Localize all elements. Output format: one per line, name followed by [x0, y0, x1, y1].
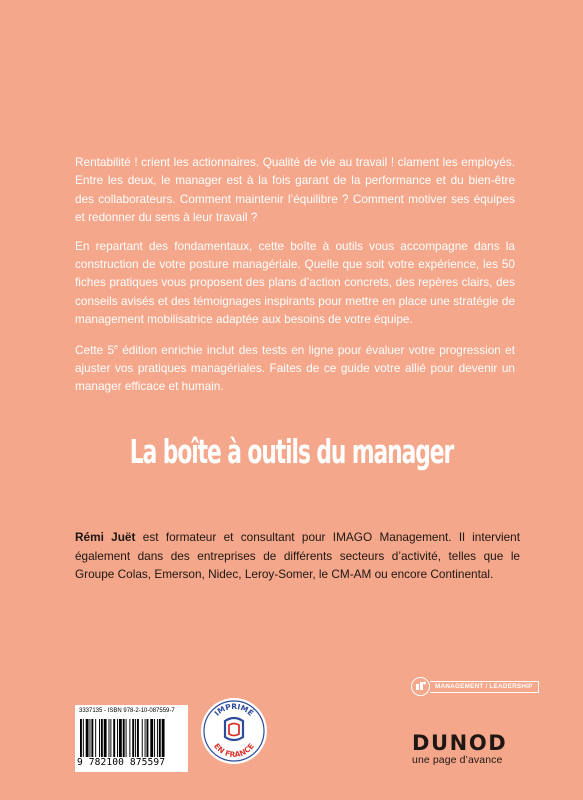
barcode-bars [80, 719, 184, 757]
barcode-bar [159, 719, 161, 757]
barcode-bar [137, 719, 139, 757]
collection-logo-icon [411, 677, 430, 696]
barcode-bar [86, 719, 89, 757]
barcode-number: 9 782100 875597 [77, 757, 166, 768]
barcode-bar [104, 719, 107, 757]
barcode-bar [119, 719, 122, 757]
blurb-paragraph-2: En repartant des fondamentaux, cette boîte à outils vous accompagne dans la construction de votre posture managériale. Quelle que soit votre expérience, les 50 fiches pratiques vous proposent des plans d’action concrets, des repères clairs, des conseils avisés et des témoignages inspirants pour mettre en place une stratégie de management mobilisatrice adaptée aux besoins de votre équipe. [75, 238, 515, 327]
barcode-bar [129, 719, 130, 757]
author-bio-text: est formateur et consultant pour IMAGO Management. Il intervient également dans des entreprises de différents secteurs d’activité, telles que le Groupe Colas, Emerson, Nidec, Leroy-Somer, le CM-AM ou encore Continental. [75, 530, 521, 581]
barcode-bar [135, 719, 136, 757]
barcode-bar [90, 719, 91, 757]
barcode [75, 705, 188, 772]
book-title: La boîte à outils du manager [129, 432, 454, 471]
barcode-bar [80, 719, 82, 757]
author-bio [75, 528, 520, 584]
barcode-bar [117, 719, 118, 757]
seal-top-text: IMPRIMÉ [212, 701, 256, 718]
blurb-paragraph-1: Rentabilité ! crient les actionnaires. Qualité de vie au travail ! clament les employés. Entre les deux, le manager est à la fois garant de la performance et du bien-être des collaborateurs. Comment maintenir l’équilibre ? Comment motiver ses équipes et redonner du sens à leur travail ? [75, 155, 515, 225]
back-cover-blurb [75, 153, 515, 406]
barcode-bar [132, 719, 134, 757]
barcode-bar [123, 719, 125, 757]
blurb-paragraph-3 [75, 339, 515, 396]
barcode-bar [147, 719, 149, 757]
barcode-bar [154, 719, 155, 757]
barcode-bar [95, 719, 96, 757]
seal-bottom-text: EN FRANCE [212, 741, 256, 760]
publisher-logo [412, 733, 512, 767]
barcode-bar [142, 719, 143, 757]
publisher-name: DUNOD [412, 731, 508, 755]
barcode-bar [109, 719, 110, 757]
isbn-line: 3337135 - ISBN 978-2-10-087559-7 [79, 708, 175, 714]
blurb-p3-superscript: e [114, 343, 118, 351]
collection-label: MANAGEMENT / LEADERSHIP [430, 681, 539, 693]
barcode-bar [113, 719, 115, 757]
barcode-bar [91, 719, 93, 757]
barcode-bar [99, 719, 100, 757]
collection-badge [411, 677, 539, 696]
barcode-bar [150, 719, 153, 757]
blurb-p3-end: édition enrichie inclut des tests en ligne pour évaluer votre progression et ajuster vos pratiques managériales. Faites de ce guide votre allié pour devenir un manager efficace et humain. [75, 342, 515, 394]
blurb-p3-start: Cette 5 [75, 342, 115, 357]
barcode-bar [101, 719, 103, 757]
barcode-bar [126, 719, 127, 757]
barcode-bar [157, 719, 158, 757]
author-name: Rémi Juët [75, 530, 136, 544]
publisher-tagline: une page d’avance [412, 754, 503, 766]
barcode-bar [83, 719, 84, 757]
barcode-bar [145, 719, 146, 757]
barcode-bar [162, 719, 165, 757]
made-in-france-seal-icon [200, 697, 268, 765]
barcode-bar [110, 719, 111, 757]
